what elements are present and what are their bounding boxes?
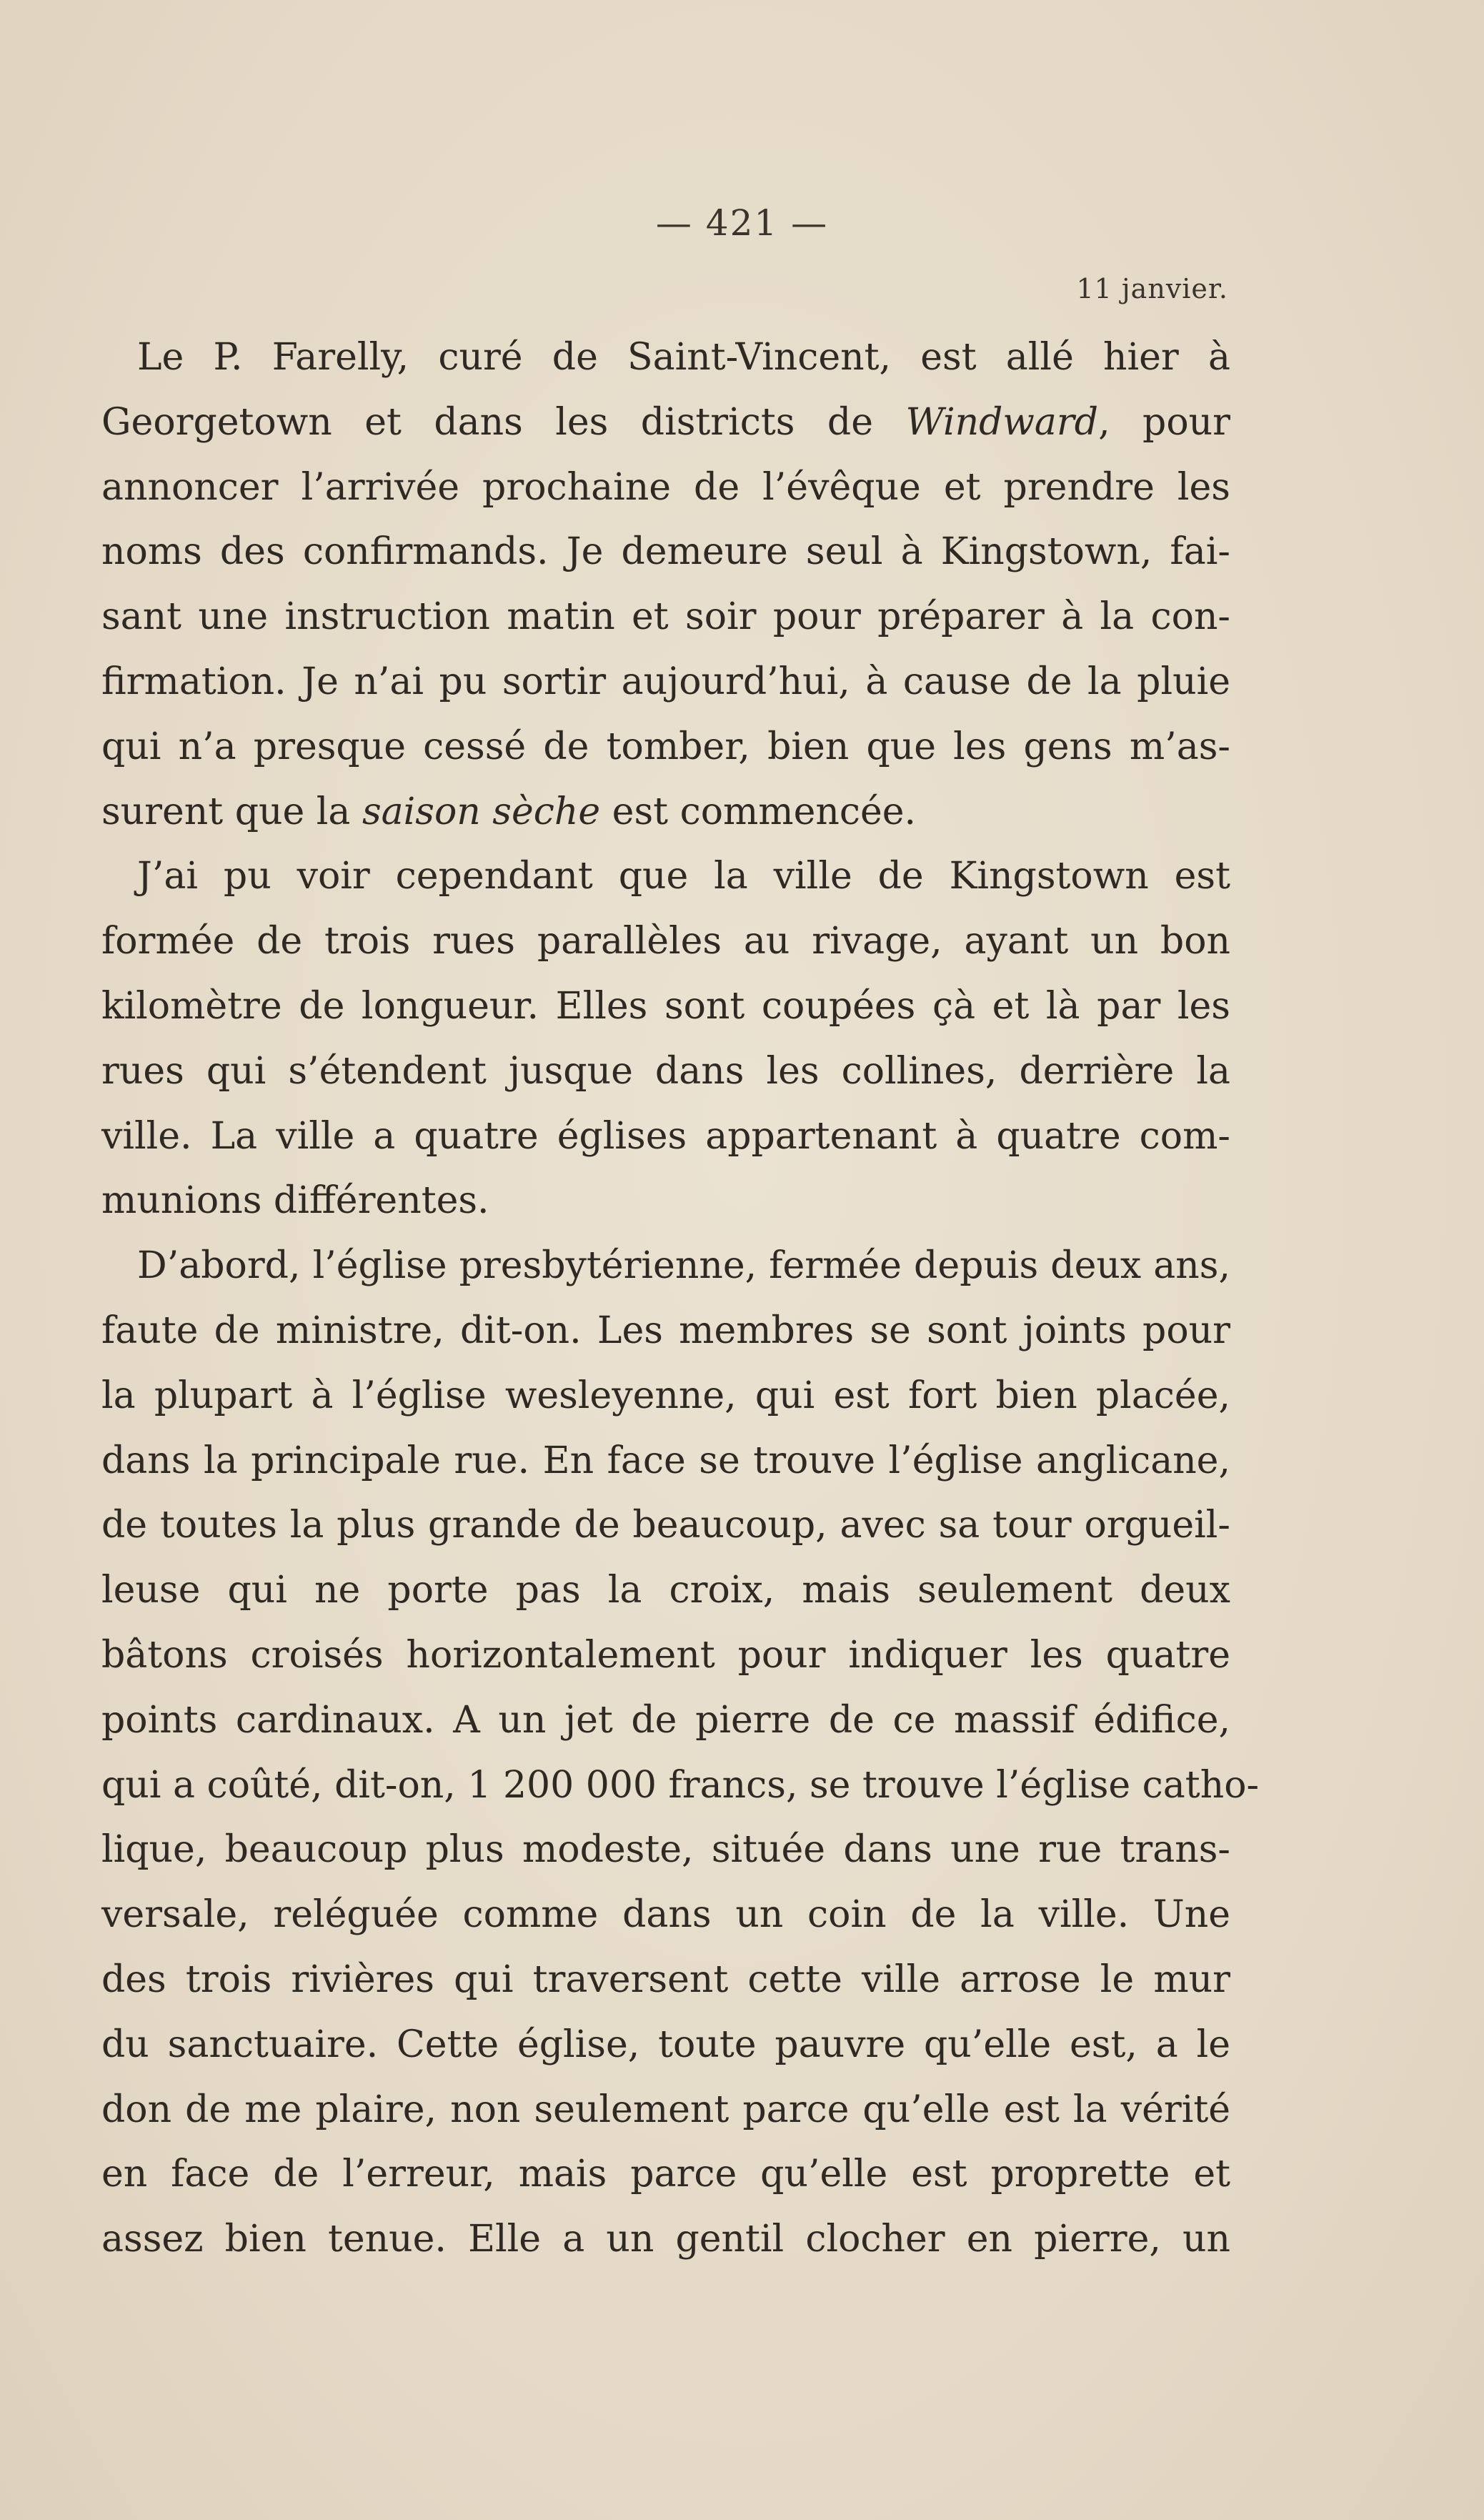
text-line: qui a coûté, dit-on, 1 200 000 francs, se trouve l’église catho-: [101, 1763, 1260, 1807]
text-line: points cardinaux. A un jet de pierre de ce massif édifice,: [101, 1698, 1230, 1742]
text-line: Le P. Farelly, curé de Saint-Vincent, est allé hier à: [137, 336, 1230, 379]
text-line: kilomètre de longueur. Elles sont coupées çà et là par les: [101, 984, 1230, 1028]
text-line: leuse qui ne porte pas la croix, mais seulement deux: [101, 1569, 1230, 1612]
text-line: formée de trois rues parallèles au rivage, ayant un bon: [101, 920, 1230, 963]
text-line: des trois rivières qui traversent cette ville arrose le mur: [101, 1958, 1230, 2001]
text-line: J’ai pu voir cependant que la ville de Kingstown est: [137, 855, 1230, 898]
text-line: la plupart à l’église wesleyenne, qui est fort bien placée,: [101, 1374, 1230, 1417]
text-line: noms des confirmands. Je demeure seul à Kingstown, fai-: [101, 530, 1230, 574]
text-line: bâtons croisés horizontalement pour indiquer les quatre: [101, 1633, 1230, 1677]
text-line: munions différentes.: [101, 1179, 489, 1223]
text-line: Georgetown et dans les districts de Windward, pour: [101, 400, 1230, 444]
text-line: versale, reléguée comme dans un coin de la ville. Une: [101, 1893, 1230, 1937]
text-line: qui n’a presque cessé de tomber, bien que les gens m’as-: [101, 725, 1230, 768]
text-line: D’abord, l’église presbytérienne, fermée depuis deux ans,: [137, 1244, 1230, 1288]
text-line: lique, beaucoup plus modeste, située dans une rue trans-: [101, 1828, 1230, 1872]
text-line: dans la principale rue. En face se trouve l’église anglicane,: [101, 1439, 1230, 1482]
text-line: en face de l’erreur, mais parce qu’elle est proprette et: [101, 2153, 1230, 2196]
text-line: surent que la saison sèche est commencée.: [101, 790, 917, 833]
text-line: rues qui s’étendent jusque dans les collines, derrière la: [101, 1049, 1230, 1093]
text-line: du sanctuaire. Cette église, toute pauvre qu’elle est, a le: [101, 2023, 1230, 2066]
text-line: assez bien tenue. Elle a un gentil clocher en pierre, un: [101, 2218, 1230, 2261]
page-number: — 421 —: [655, 202, 829, 244]
text-line: sant une instruction matin et soir pour préparer à la con-: [101, 595, 1230, 639]
text-line: don de me plaire, non seulement parce qu’elle est la vérité: [101, 2088, 1230, 2131]
text-line: faute de ministre, dit-on. Les membres se sont joints pour: [101, 1309, 1230, 1352]
body-text: [101, 325, 1260, 2272]
text-line: ville. La ville a quatre églises appartenant à quatre com-: [101, 1114, 1230, 1158]
dateline: 11 janvier.: [1076, 273, 1228, 304]
text-line: annoncer l’arrivée prochaine de l’évêque et prendre les: [101, 465, 1230, 509]
text-line: de toutes la plus grande de beaucoup, avec sa tour orgueil-: [101, 1504, 1230, 1547]
text-line: firmation. Je n’ai pu sortir aujourd’hui, à cause de la pluie: [101, 660, 1230, 703]
